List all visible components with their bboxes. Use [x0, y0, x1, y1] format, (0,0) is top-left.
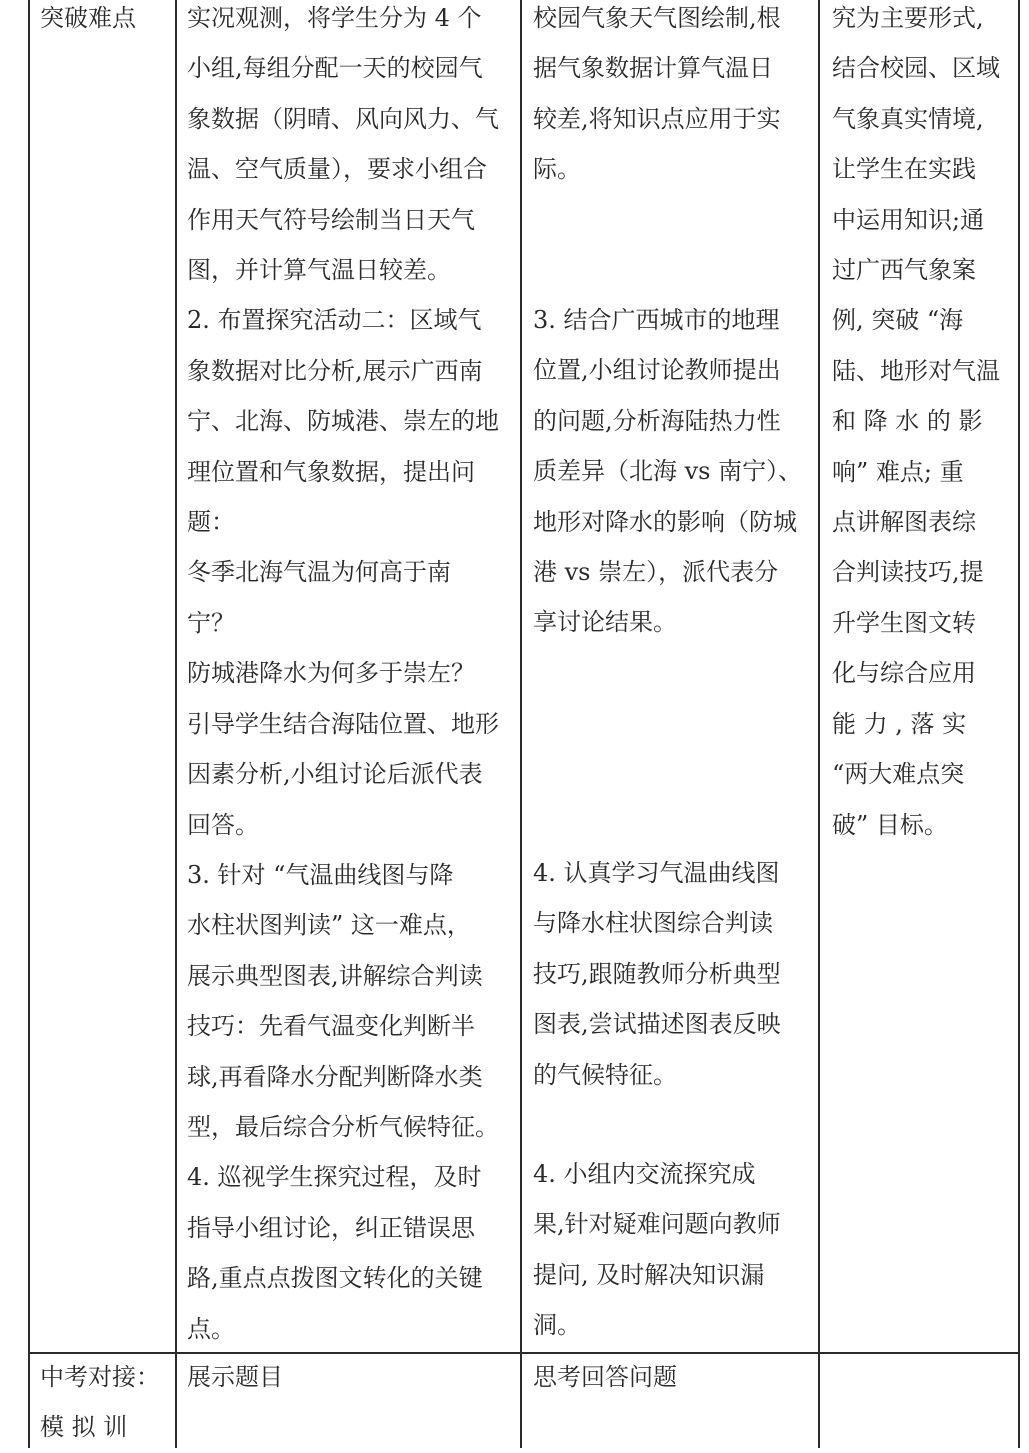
text-line: 模 拟 训	[40, 1413, 128, 1442]
text-line: 型，最后综合分析气候特征。	[187, 1112, 499, 1141]
row1-teacher-activity-cell	[187, 0, 513, 1354]
text-line: 较差,将知识点应用于实	[533, 104, 781, 133]
text-line: 际。	[533, 155, 581, 184]
table-border-left	[28, 0, 30, 1448]
text-line: 实况观测，将学生分为 4 个	[187, 4, 482, 32]
table-border-right	[1018, 0, 1020, 1448]
table-divider-col2	[520, 0, 522, 1448]
text-line: 作用天气符号绘制当日天气	[187, 205, 475, 234]
text-line: 校园气象天气图绘制,根	[533, 4, 781, 32]
text-line: 的气候特征。	[533, 1060, 677, 1089]
text-line: 点讲解图表综	[832, 508, 976, 537]
text-line: 合判读技巧,提	[832, 558, 984, 587]
text-line: 突破难点	[40, 4, 136, 32]
text-line: 冬季北海气温为何高于南	[187, 558, 451, 587]
text-line: 思考回答问题	[533, 1363, 677, 1391]
text-line: 破” 目标。	[832, 810, 948, 839]
text-line: 响” 难点; 重	[832, 457, 964, 486]
text-line: 质差异（北海 vs 南宁）、	[533, 457, 803, 486]
text-line: 能 力 , 落 实	[832, 709, 967, 738]
text-line: 3. 结合广西城市的地理	[533, 306, 780, 334]
text-line: 指导小组讨论，纠正错误思	[187, 1213, 475, 1242]
text-line: 4. 巡视学生探究过程，及时	[187, 1163, 482, 1192]
text-line: 地形对降水的影响（防城	[533, 507, 797, 536]
row2-teacher-activity-cell	[187, 1352, 513, 1402]
text-line: 究为主要形式,	[832, 4, 984, 32]
text-line: 象数据对比分析,展示广西南	[187, 356, 483, 385]
row2-category-cell	[40, 1352, 174, 1453]
text-line: 因素分析,小组讨论后派代表	[187, 760, 483, 789]
text-line: 回答。	[187, 810, 259, 839]
text-line: 技巧,跟随教师分析典型	[533, 959, 781, 988]
text-line: 陆、地形对气温	[832, 356, 1000, 385]
text-line: 理位置和气象数据，提出问	[187, 457, 475, 486]
text-line: 果,针对疑难问题向教师	[533, 1210, 781, 1239]
text-line: 中考对接：	[40, 1363, 160, 1391]
text-line: 宁？	[187, 608, 235, 637]
text-line: 引导学生结合海陆位置、地形	[187, 709, 499, 738]
text-line: 过广西气象案	[832, 256, 976, 285]
row1-student-activity-top	[533, 0, 815, 195]
row-divider	[28, 1352, 1020, 1354]
text-line: 2. 布置探究活动二：区域气	[187, 306, 482, 335]
text-line: “两大难点突	[832, 760, 965, 789]
text-line: 小组,每组分配一天的校园气	[187, 54, 483, 83]
text-line: 升学生图文转	[832, 608, 976, 637]
text-line: 水柱状图判读” 这一难点，	[187, 911, 471, 940]
text-line: 化与综合应用	[832, 659, 976, 688]
text-line: 展示题目	[187, 1363, 283, 1391]
text-line: 让学生在实践	[832, 155, 976, 184]
text-line: 路,重点点拨图文转化的关键	[187, 1264, 483, 1293]
text-line: 球,再看降水分配判断降水类	[187, 1062, 483, 1091]
text-line: 技巧：先看气温变化判断半	[187, 1012, 475, 1041]
row1-student-activity-mid	[533, 295, 815, 648]
text-line: 题：	[187, 508, 235, 537]
text-line: 享讨论结果。	[533, 608, 677, 637]
text-line: 洞。	[533, 1311, 581, 1340]
row1-student-activity-low	[533, 848, 815, 1100]
text-line: 与降水柱状图综合判读	[533, 909, 773, 938]
text-line: 象数据（阴晴、风向风力、气	[187, 104, 499, 133]
text-line: 结合校园、区域	[832, 54, 1000, 83]
table-divider-col3	[818, 0, 820, 1448]
text-line: 和 降 水 的 影	[832, 407, 983, 436]
text-line: 气象真实情境,	[832, 104, 984, 133]
text-line: 图，并计算气温日较差。	[187, 256, 451, 285]
text-line: 港 vs 崇左），派代表分	[533, 558, 779, 587]
text-line: 宁、北海、防城港、崇左的地	[187, 407, 499, 436]
text-line: 据气象数据计算气温日	[533, 54, 773, 83]
text-line: 展示典型图表,讲解综合判读	[187, 961, 483, 990]
text-line: 防城港降水为何多于崇左？	[187, 659, 475, 688]
text-line: 3. 针对 “气温曲线图与降	[187, 860, 454, 889]
text-line: 点。	[187, 1314, 235, 1343]
text-line: 温、空气质量），要求小组合	[187, 155, 487, 184]
text-line: 位置,小组讨论教师提出	[533, 356, 781, 385]
text-line: 的问题,分析海陆热力性	[533, 406, 781, 435]
text-line: 例, 突破 “海	[832, 306, 964, 335]
row1-category-cell	[40, 0, 174, 43]
text-line: 提问, 及时解决知识漏	[533, 1260, 765, 1289]
table-divider-col1	[175, 0, 177, 1448]
text-line: 中运用知识;通	[832, 205, 985, 234]
text-line: 4. 认真学习气温曲线图	[533, 859, 780, 887]
row2-student-activity-cell	[533, 1352, 815, 1402]
row1-design-intent-cell	[832, 0, 1008, 850]
text-line: 图表,尝试描述图表反映	[533, 1010, 781, 1039]
text-line: 4. 小组内交流探究成	[533, 1160, 756, 1188]
row1-student-activity-bottom	[533, 1149, 815, 1351]
